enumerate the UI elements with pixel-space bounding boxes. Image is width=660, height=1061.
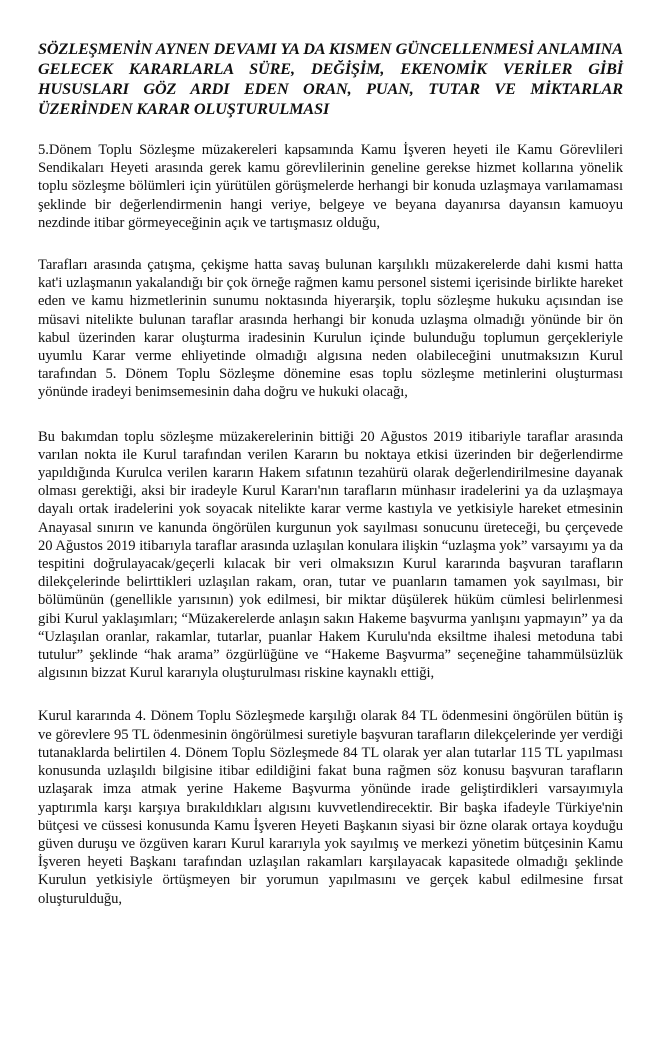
document-page xyxy=(38,39,623,932)
paragraph-4: Kurul kararında 4. Dönem Toplu Sözleşmede karşılığı olarak 84 TL ödenmesini öngörülen bütün iş ve görevlere 95 TL ödenmesinin öngörülmesi suretiyle başvuran tarafların dilekçelerinde yer verdiği tutanaklarda belirtilen 4. Dönem Toplu Sözleşmede 84 TL olarak yer alan tutarlar 115 TL yapılması konusunda uzlaşıldı bilgisine itibar edildiğini fakat buna rağmen söz konusu başvuran tarafların uzlaşarak imza atmak yerine Hakeme Başvurma yönünde irade geliştirdikleri varsayımıyla yaptırımla karşı karşıya bırakıldıkları algısını kuvvetlendirecektir. Bir başka ifadeyle Türkiye'nin bütçesi ve cüssesi konusunda Kamu İşveren Heyeti Başkanın siyasi bir özne olarak ortaya koyduğu güven duruşu ve özgüven kararı Kurul kararıyla yok sayılmış ve merkezi yönetim bütçesinin Kamu İşveren heyeti Başkanı tarafından uzlaşılan rakamları karşılayacak kapasitede olmadığı şeklinde Kurulun yetkisiyle örtüşmeyen bir yorumun yapılmasını ve gerçek kabul edilmesine fırsat oluşturulduğu, xyxy=(38,708,623,907)
paragraph-3: Bu bakımdan toplu sözleşme müzakerelerinin bittiği 20 Ağustos 2019 itibariyle taraflar arasında varılan nokta ile Kurul tarafından verilen Kararın bu noktaya etkisi üzerinden bir değerlendirme yapıldığında Kurulca verilen kararın Hakem sıfatının tezahürü olarak değerlendirilmesine dayanak olması gerektiği, aksi bir iradeyle Kurul Kararı'nın tarafların münhasır iradelerini ya da uzlaşmaya dayalı ortak iradelerini yok soyacak nitelikte karar verme kastıyla ve yetkisiyle hareket etmesinin Anayasal sınırın ve kanunda öngörülen kurgunun yok sayılması sonucunu üreteceği, bu çerçevede 20 Ağustos 2019 itibarıyla taraflar arasında uzlaşılan konulara ilişkin “uzlaşma yok” varsayımı ya da tespitini doğrulayacak/geçerli kılacak bir veri olmaksızın Kurul kararında başvuran tarafların dilekçelerinde belirttikleri uzlaşılan rakam, oran, tutar ve puanların tamamen yok sayılması, bir bölümünün (genellikle yarısının) yok edilmesi, bir miktar düşülerek hüküm cümlesi belirlenmesi gibi Kurul yaklaşımları; “Müzakerelerde anlaşın sakın Hakeme başvurma yanlışını yapmayın” ya da “Uzlaşılan oranlar, rakamlar, tutarlar, puanlar Hakem Kurulu'nda eksiltme ihalesi metoduna tabi tutulur” şeklinde “hak arama” özgürlüğüne ve “Hakeme Başvurma” seçeneğine tahammülsüzlük algısının bizzat Kurul kararıyla oluşturulması riskine kaynaklı ettiği, xyxy=(38,428,623,682)
paragraph-1: 5.Dönem Toplu Sözleşme müzakereleri kapsamında Kamu İşveren heyeti ile Kamu Görevlileri Sendikaları Heyeti arasında gerek kamu görevlilerinin geneline gerekse hizmet kollarına yönelik toplu sözleşme bölümleri için yürütülen görüşmelerde herhangi bir konuda uzlaşmaya varılamaması şeklinde bir değerlendirmenin hangi veriye, belgeye ve beyana dayanırsa dayansın kamuoyu nezdinde itibar görmeyeceğinin açık ve tartışmasız olduğu, xyxy=(38,142,623,231)
section-heading: SÖZLEŞMENİN AYNEN DEVAMI YA DA KISMEN GÜNCELLENMESİ ANLAMINA GELECEK KARARLARLA SÜRE, DEĞİŞİM, EKENOMİK VERİLER GİBİ HUSUSLARI GÖZ ARDI EDEN ORAN, PUAN, TUTAR VE MİKTARLAR ÜZERİNDEN KARAR OLUŞTURULMASI xyxy=(38,40,623,118)
paragraph-2: Tarafları arasında çatışma, çekişme hatta savaş bulunan karşılıklı müzakerelerde dahi kısmi hatta kat'i uzlaşmanın yakalandığı bir çok örneğe rağmen kamu personel sistemi içerisinde birlikte hareket eden ve kamu hizmetlerinin sunumu noktasında hiyerarşik, toplu sözleşme hukuku açısından ise müsavi nitelikte bulunan taraflar arasında herhangi bir konuda uzlaşma olmadığı yönünde bir ön kabul üzerinden karar oluşturma iradesinin Kurulun içinde bulunduğu toplumun gerçekleriyle uyumlu Karar verme ehliyetinde olmadığı algısına neden olabileceğini unutmaksızın Kurul tarafından 5. Dönem Toplu Sözleşme dönemine esas toplu sözleşme metinlerini oluşturması yönünde iradeyi benimsemesinin daha doğru ve hukuki olacağı, xyxy=(38,257,623,401)
